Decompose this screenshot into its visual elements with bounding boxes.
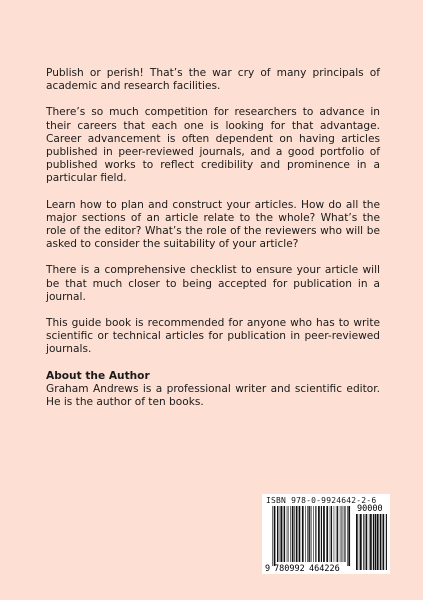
barcode-first-digit: 9 xyxy=(265,564,271,574)
barcode-addon-digits: 90000 xyxy=(357,504,383,514)
blurb-paragraph-3: Learn how to plan and construct your articles. How do all the major sections of an article relate to the whole? What’s the role of the editor? What’s the role of the reviewers who will be asked to consider the suitability of your article? xyxy=(46,198,380,251)
addon-bar xyxy=(377,514,379,570)
addon-bar xyxy=(380,514,382,570)
barcode-bar xyxy=(323,506,325,562)
barcode-bar xyxy=(307,506,308,562)
blurb-paragraph-5: This guide book is recommended for anyone who has to write scientific or technical articles for publication in peer-reviewed journals. xyxy=(46,317,380,356)
addon-bar xyxy=(360,514,362,570)
barcode-bar xyxy=(305,506,306,562)
barcode-bar xyxy=(347,506,348,566)
barcode-bar xyxy=(280,506,282,562)
barcode-bar xyxy=(294,506,295,562)
barcode-bar xyxy=(272,506,273,566)
barcode-bar xyxy=(302,506,304,562)
barcode-bar xyxy=(274,506,276,566)
barcode-bar xyxy=(313,506,314,562)
barcode-bar xyxy=(318,506,320,562)
barcode-bar xyxy=(315,506,316,562)
blurb-paragraph-2: There’s so much competition for researchers to advance in their careers that each one is looking for that advantage. Career advancement is often dependent on having articles published in peer-reviewed journals, and a good portfolio of published works to reflect credibility and prominence in a particular field. xyxy=(46,106,380,185)
barcode-bar xyxy=(283,506,284,562)
addon-bar xyxy=(359,514,360,570)
barcode-bar xyxy=(334,506,335,562)
barcode-bar xyxy=(342,506,343,562)
addon-bar xyxy=(363,514,364,570)
barcode-bar xyxy=(299,506,301,562)
barcode-graphic xyxy=(262,494,390,574)
isbn-label: ISBN 978-0-9924642-2-6 xyxy=(266,496,377,505)
barcode-bar xyxy=(344,506,345,562)
ean13-bars xyxy=(272,506,350,566)
barcode-bar xyxy=(348,506,350,566)
addon-bar xyxy=(366,514,368,570)
addon-bar xyxy=(370,514,372,570)
barcode-bar xyxy=(279,506,280,562)
barcode-bar xyxy=(326,506,328,562)
about-author-heading: About the Author xyxy=(46,369,150,382)
barcode-bar xyxy=(340,506,341,562)
barcode-bar xyxy=(290,506,291,562)
barcode-bar xyxy=(288,506,289,562)
addon-bar xyxy=(383,514,385,570)
isbn-barcode-box xyxy=(262,494,390,574)
barcode-bar xyxy=(311,506,312,562)
barcode-bar xyxy=(336,506,337,562)
barcode-bar xyxy=(309,506,310,562)
addon-bar xyxy=(369,514,370,570)
barcode-bar xyxy=(292,506,294,562)
back-cover-blurb xyxy=(46,67,380,422)
blurb-paragraph-4: There is a comprehensive checklist to ensure your article will be that much closer to being accepted for publication in a journal. xyxy=(46,264,380,303)
addon-bars xyxy=(356,514,387,570)
barcode-bar xyxy=(337,506,338,562)
barcode-bar xyxy=(287,506,288,562)
addon-bar xyxy=(373,514,374,570)
barcode-bar xyxy=(330,506,331,562)
addon-bar xyxy=(375,514,377,570)
barcode-left-digits: 780992 xyxy=(274,564,305,574)
barcode-right-digits: 464226 xyxy=(309,564,340,574)
barcode-bar xyxy=(321,506,322,562)
barcode-bar xyxy=(277,506,278,562)
barcode-bar xyxy=(284,506,285,562)
barcode-bar xyxy=(343,506,344,562)
addon-bar xyxy=(356,514,358,570)
barcode-bar xyxy=(296,506,298,562)
addon-bar xyxy=(386,514,387,570)
about-author-text: Graham Andrews is a professional writer and scientific editor. He is the author of ten books. xyxy=(46,382,380,409)
blurb-paragraph-1: Publish or perish! That’s the war cry of many principals of academic and research facilities. xyxy=(46,67,380,93)
barcode-bar xyxy=(331,506,332,562)
